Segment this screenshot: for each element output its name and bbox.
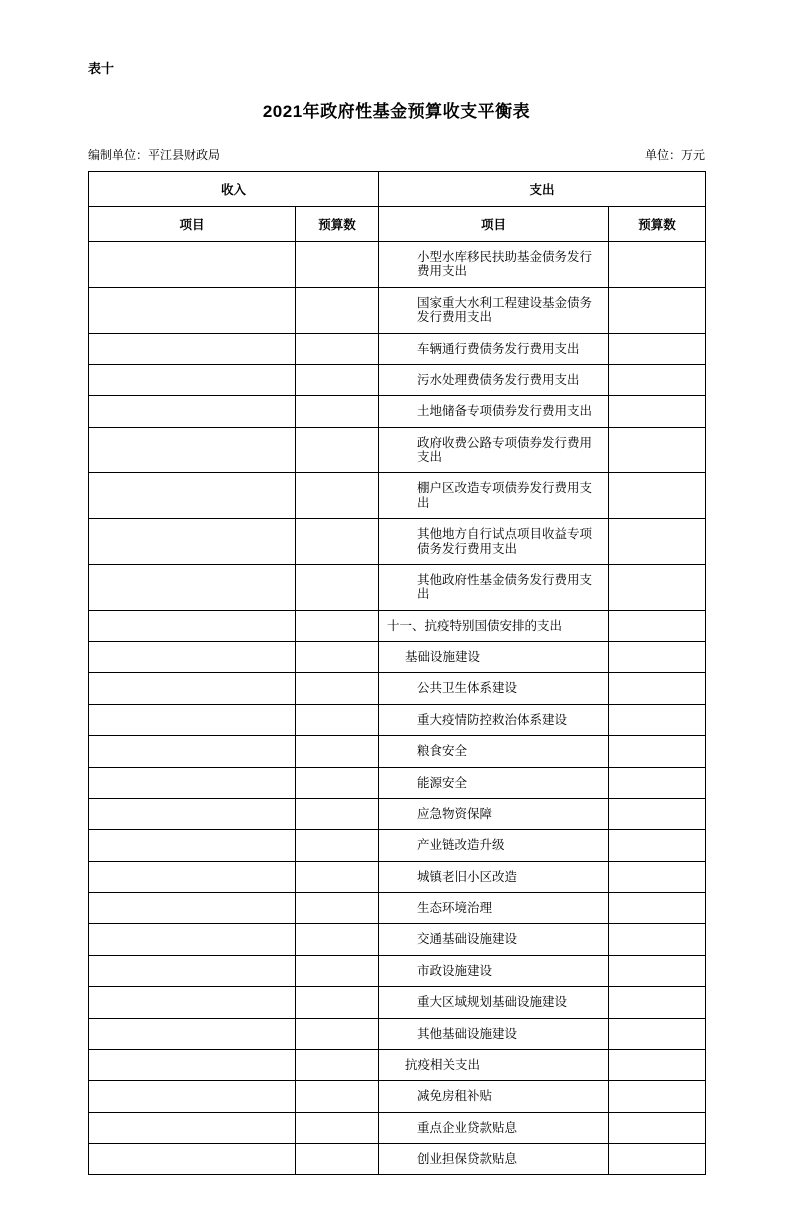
expense-item-cell: 生态环境治理 [379,893,609,924]
expense-item-cell: 城镇老旧小区改造 [379,861,609,892]
expense-item-cell: 土地储备专项债券发行费用支出 [379,396,609,427]
income-item-cell [89,564,296,610]
table-row [89,287,706,333]
budget-table [88,171,706,1175]
expense-item-cell: 公共卫生体系建设 [379,673,609,704]
income-item-cell [89,924,296,955]
table-row [89,564,706,610]
table-row [89,861,706,892]
expense-item-cell: 十一、抗疫特别国债安排的支出 [379,610,609,641]
income-item-cell [89,893,296,924]
expense-budget-column-header: 预算数 [609,207,706,242]
income-budget-cell [296,287,379,333]
income-budget-cell [296,987,379,1018]
table-row [89,333,706,364]
expense-item-cell: 能源安全 [379,767,609,798]
table-row [89,767,706,798]
expense-budget-cell [609,642,706,673]
expense-budget-cell [609,333,706,364]
income-budget-cell [296,704,379,735]
expense-item-cell: 污水处理费债务发行费用支出 [379,364,609,395]
expense-item-cell: 重大疫情防控救治体系建设 [379,704,609,735]
table-row [89,396,706,427]
income-item-cell [89,987,296,1018]
expense-budget-cell [609,736,706,767]
income-budget-cell [296,798,379,829]
expense-item-cell: 其他地方自行试点项目收益专项债务发行费用支出 [379,519,609,565]
expense-item-cell: 产业链改造升级 [379,830,609,861]
expense-budget-cell [609,893,706,924]
table-row [89,987,706,1018]
table-row [89,1081,706,1112]
table-row [89,893,706,924]
expense-budget-cell [609,1049,706,1080]
table-row [89,1049,706,1080]
expense-item-cell: 粮食安全 [379,736,609,767]
income-budget-cell [296,767,379,798]
meta-row [88,146,705,163]
expense-item-cell: 棚户区改造专项债券发行费用支出 [379,473,609,519]
income-item-cell [89,427,296,473]
income-item-cell [89,736,296,767]
income-budget-cell [296,396,379,427]
expense-budget-cell [609,924,706,955]
income-item-cell [89,830,296,861]
income-budget-cell [296,473,379,519]
expense-budget-cell [609,1144,706,1175]
table-row [89,1144,706,1175]
income-budget-cell [296,427,379,473]
table-head [89,172,706,242]
income-budget-cell [296,736,379,767]
income-item-cell [89,704,296,735]
expense-budget-cell [609,1112,706,1143]
table-row [89,955,706,986]
income-budget-column-header: 预算数 [296,207,379,242]
income-item-cell [89,642,296,673]
expense-budget-cell [609,564,706,610]
expense-budget-cell [609,861,706,892]
income-item-cell [89,861,296,892]
expense-item-cell: 应急物资保障 [379,798,609,829]
table-row [89,1018,706,1049]
expense-item-cell: 交通基础设施建设 [379,924,609,955]
table-row [89,427,706,473]
expense-item-cell: 其他基础设施建设 [379,1018,609,1049]
income-item-cell [89,1081,296,1112]
page-title: 2021年政府性基金预算收支平衡表 [262,102,531,121]
expense-item-cell: 国家重大水利工程建设基金债务发行费用支出 [379,287,609,333]
expense-item-cell: 减免房租补贴 [379,1081,609,1112]
income-budget-cell [296,861,379,892]
income-budget-cell [296,564,379,610]
expense-item-cell: 其他政府性基金债务发行费用支出 [379,564,609,610]
expense-budget-cell [609,396,706,427]
income-budget-cell [296,893,379,924]
expense-item-column-header: 项目 [379,207,609,242]
table-row [89,798,706,829]
income-item-cell [89,673,296,704]
expense-budget-cell [609,242,706,288]
income-budget-cell [296,642,379,673]
income-budget-cell [296,830,379,861]
expense-budget-cell [609,473,706,519]
table-row [89,473,706,519]
income-item-cell [89,473,296,519]
expense-item-cell: 小型水库移民扶助基金债务发行费用支出 [379,242,609,288]
column-header-row [89,207,706,242]
income-budget-cell [296,1144,379,1175]
table-row [89,736,706,767]
table-row [89,519,706,565]
income-item-cell [89,364,296,395]
unit-label: 单位：万元 [644,148,705,162]
income-budget-cell [296,333,379,364]
table-row [89,642,706,673]
table-row [89,1112,706,1143]
income-budget-cell [296,610,379,641]
expense-budget-cell [609,287,706,333]
income-item-cell [89,242,296,288]
income-item-cell [89,767,296,798]
expense-budget-cell [609,673,706,704]
income-budget-cell [296,1081,379,1112]
expense-item-cell: 车辆通行费债务发行费用支出 [379,333,609,364]
income-budget-cell [296,364,379,395]
income-budget-cell [296,1049,379,1080]
expense-budget-cell [609,830,706,861]
income-budget-cell [296,242,379,288]
table-row [89,673,706,704]
expense-budget-cell [609,519,706,565]
income-item-cell [89,396,296,427]
expense-item-cell: 抗疫相关支出 [379,1049,609,1080]
income-item-cell [89,333,296,364]
income-group-header: 收入 [89,172,379,207]
expense-item-cell: 基础设施建设 [379,642,609,673]
expense-item-cell: 市政设施建设 [379,955,609,986]
expense-budget-cell [609,704,706,735]
income-item-column-header: 项目 [89,207,296,242]
expense-item-cell: 创业担保贷款贴息 [379,1144,609,1175]
expense-group-header: 支出 [379,172,706,207]
expense-budget-cell [609,364,706,395]
table-body [89,242,706,1175]
expense-budget-cell [609,987,706,1018]
expense-budget-cell [609,427,706,473]
income-item-cell [89,955,296,986]
table-row [89,610,706,641]
income-item-cell [89,610,296,641]
prepared-by-label: 编制单位：平江县财政局 [88,148,221,162]
expense-budget-cell [609,955,706,986]
income-item-cell [89,1112,296,1143]
table-row [89,242,706,288]
income-item-cell [89,1049,296,1080]
income-item-cell [89,287,296,333]
table-row [89,704,706,735]
income-item-cell [89,1018,296,1049]
expense-budget-cell [609,798,706,829]
income-item-cell [89,1144,296,1175]
income-item-cell [89,798,296,829]
table-row [89,830,706,861]
income-item-cell [89,519,296,565]
expense-budget-cell [609,1081,706,1112]
expense-item-cell: 重大区域规划基础设施建设 [379,987,609,1018]
table-row [89,364,706,395]
expense-item-cell: 政府收费公路专项债券发行费用支出 [379,427,609,473]
income-budget-cell [296,1018,379,1049]
group-header-row [89,172,706,207]
income-budget-cell [296,673,379,704]
expense-budget-cell [609,1018,706,1049]
expense-item-cell: 重点企业贷款贴息 [379,1112,609,1143]
income-budget-cell [296,924,379,955]
income-budget-cell [296,955,379,986]
table-row [89,924,706,955]
income-budget-cell [296,519,379,565]
expense-budget-cell [609,610,706,641]
table-label: 表十 [88,61,115,76]
income-budget-cell [296,1112,379,1143]
expense-budget-cell [609,767,706,798]
